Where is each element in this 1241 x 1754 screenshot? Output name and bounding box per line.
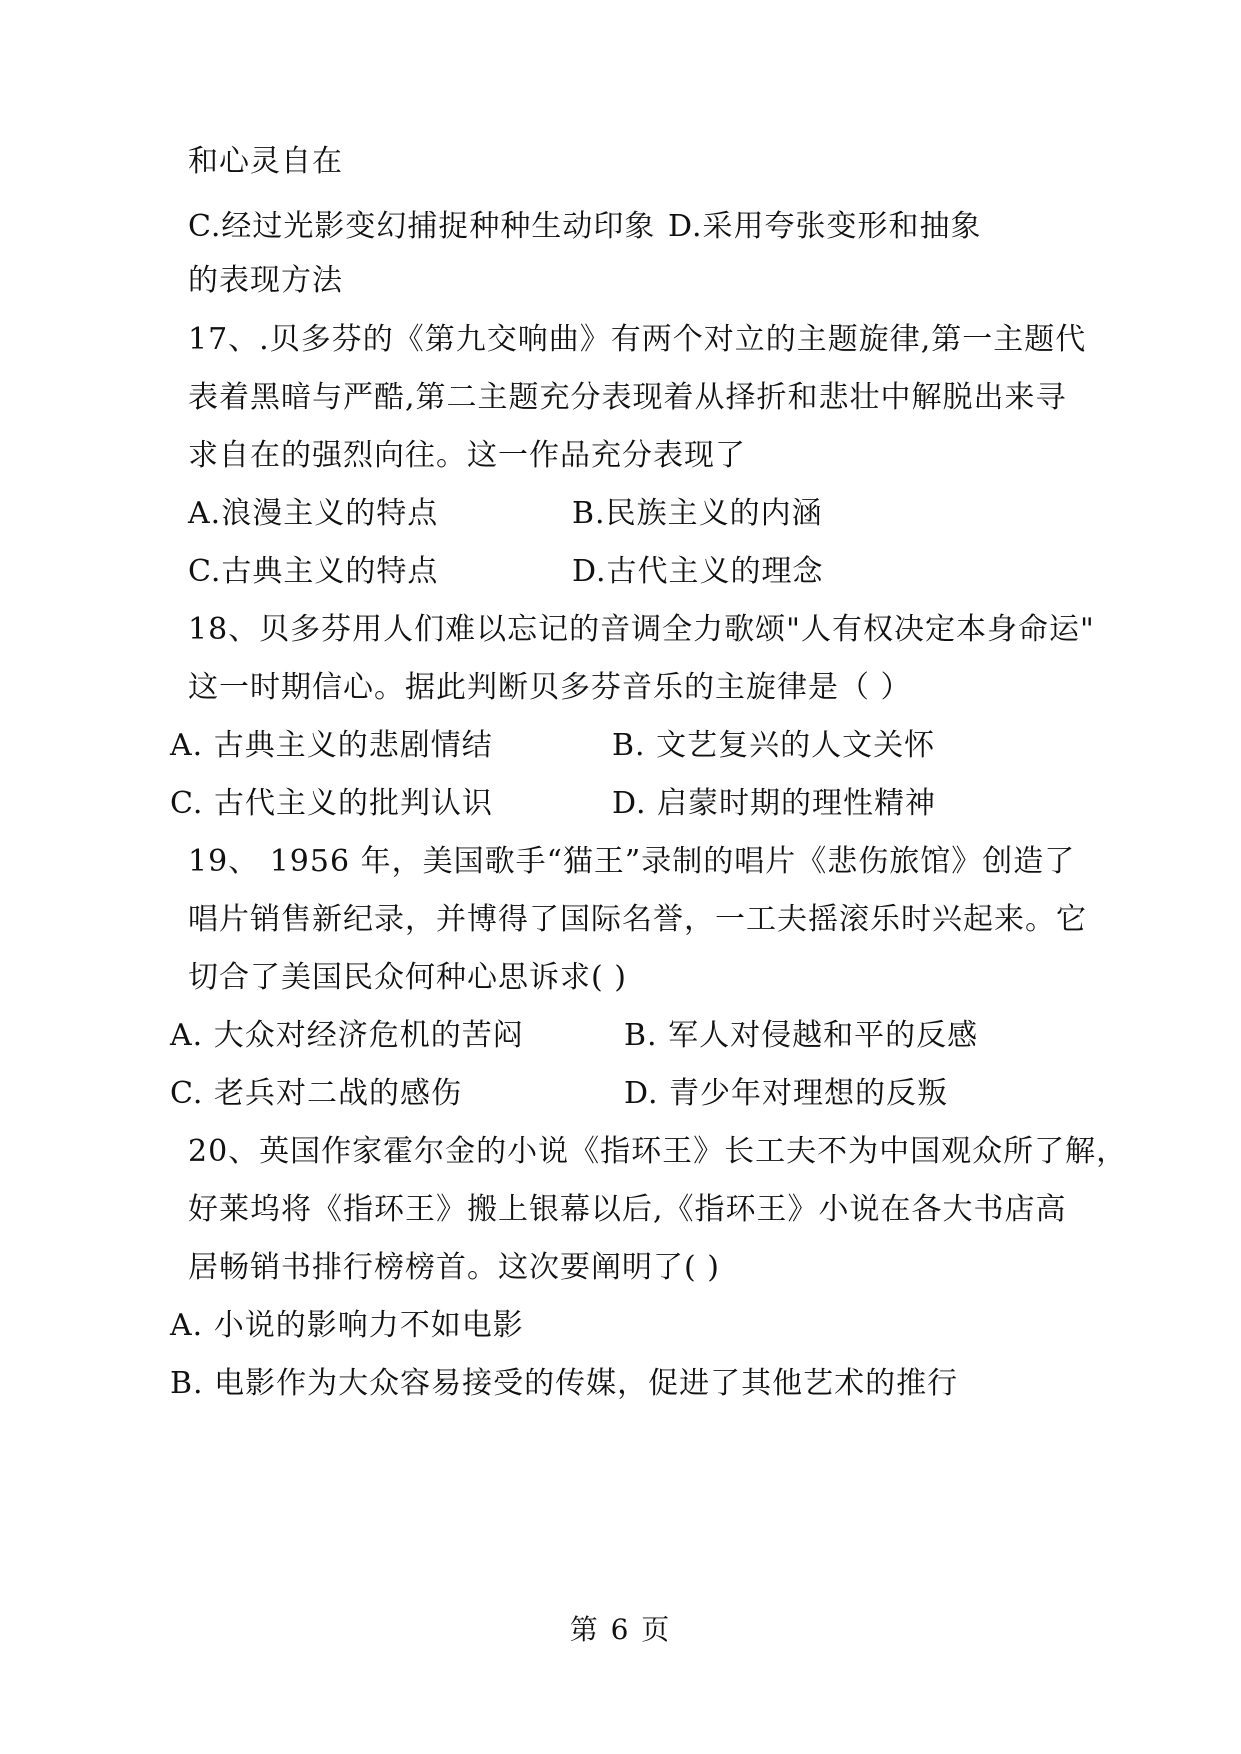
option-c: C.经过光影变幻捕捉种种生动印象	[188, 209, 656, 244]
question-19-line: 切合了美国民众何种心思诉求( )	[188, 960, 627, 995]
option-b: B. 军人对侵越和平的反感	[624, 1018, 979, 1053]
question-17-line: 求自在的强烈向往。这一作品充分表现了	[188, 438, 746, 473]
option-a: A.浪漫主义的特点	[188, 496, 439, 531]
option-b: B. 电影作为大众容易接受的传媒，促进了其他艺术的推行	[170, 1366, 959, 1401]
option-a: A. 古典主义的悲剧情结	[170, 728, 493, 763]
option-d: D.古代主义的理念	[572, 554, 824, 589]
page-number: 第 6 页	[569, 1613, 672, 1646]
option-c: C. 古代主义的批判认识	[170, 786, 493, 821]
option-d: D. 青少年对理想的反叛	[624, 1076, 949, 1111]
option-a: A. 小说的影响力不如电影	[170, 1308, 524, 1343]
question-17-line: 表着黑暗与严酷,第二主题充分表现着从择折和悲壮中解脱出来寻	[188, 380, 1067, 415]
option-b: B.民族主义的内涵	[572, 496, 823, 531]
question-18-line: 18、贝多芬用人们难以忘记的音调全力歌颂"人有权决定本身命运"	[188, 612, 1095, 647]
option-c: C.古典主义的特点	[188, 554, 439, 589]
question-20-line: 好莱坞将《指环王》搬上银幕以后,《指环王》小说在各大书店高	[188, 1192, 1067, 1227]
option-b: B. 文艺复兴的人文关怀	[612, 728, 936, 763]
question-19-line: 19、 1956 年，美国歌手“猫王”录制的唱片《悲伤旅馆》创造了	[188, 844, 1076, 879]
option-a: A. 大众对经济危机的苦闷	[170, 1018, 524, 1053]
question-19-line: 唱片销售新纪录，并博得了国际名誉，一工夫摇滚乐时兴起来。它	[188, 902, 1087, 937]
question-20-line: 居畅销书排行榜榜首。这次要阐明了( )	[188, 1250, 720, 1285]
option-d: D.采用夸张变形和抽象	[668, 209, 982, 244]
question-20-line: 20、英国作家霍尔金的小说《指环王》长工夫不为中国观众所了解，	[188, 1134, 1128, 1169]
question-17-line: 17、.贝多芬的《第九交响曲》有两个对立的主题旋律,第一主题代	[188, 322, 1087, 357]
option-d: D. 启蒙时期的理性精神	[612, 786, 937, 821]
text-line: 和心灵自在	[188, 144, 343, 179]
question-18-line: 这一时期信心。据此判断贝多芬音乐的主旋律是（ ）	[188, 670, 912, 705]
option-c: C. 老兵对二战的感伤	[170, 1076, 462, 1111]
text-line: 的表现方法	[188, 263, 343, 298]
